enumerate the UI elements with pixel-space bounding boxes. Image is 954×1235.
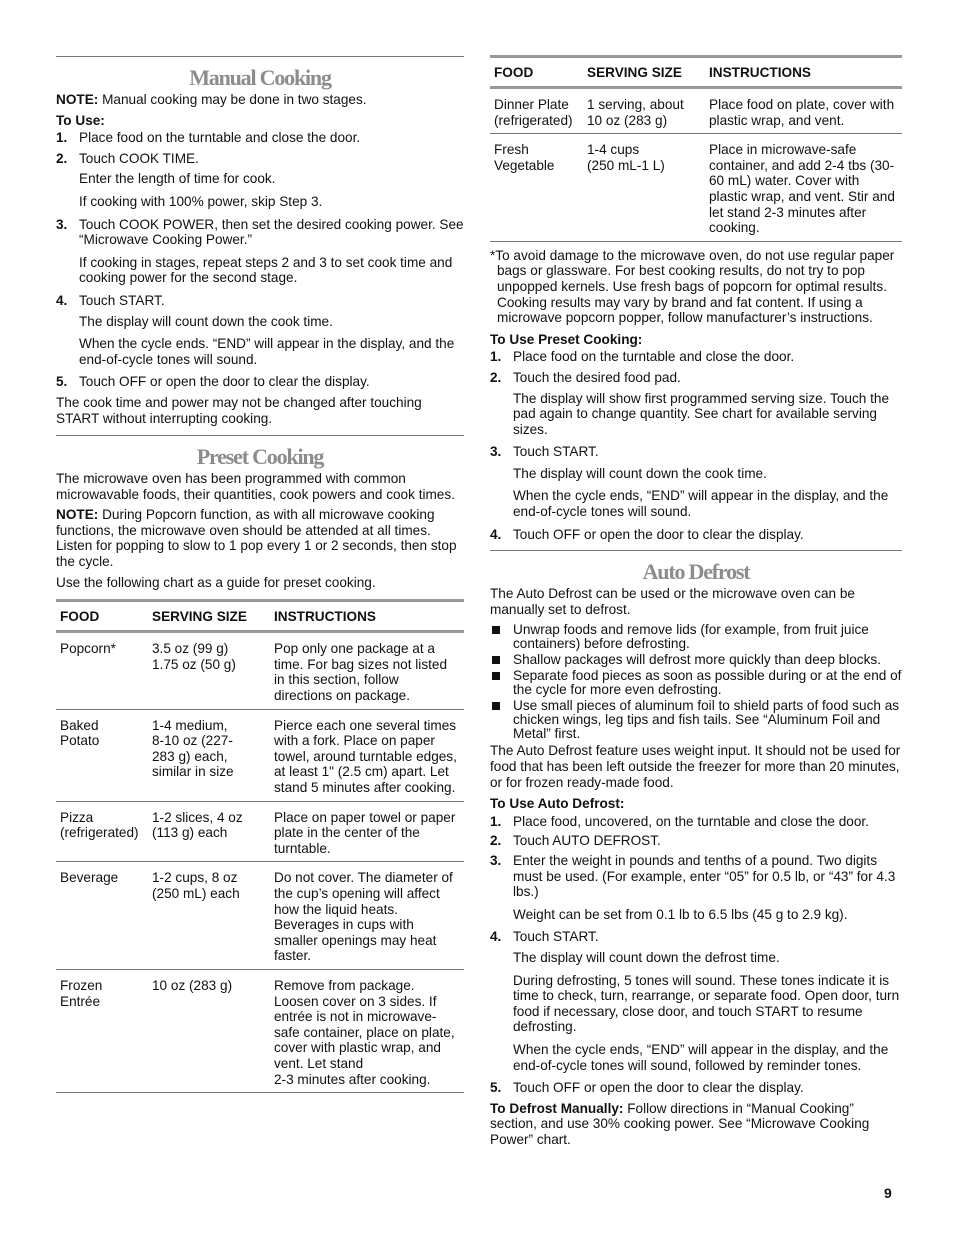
- preset-step-4: 4. Touch OFF or open the door to clear the display.: [490, 526, 804, 542]
- food-cell: Beverage: [56, 862, 148, 970]
- table-body: [490, 88, 902, 242]
- preset-step-2: 2. Touch the desired food pad.: [490, 369, 681, 385]
- column-header: FOOD: [56, 601, 148, 632]
- manual-step-4-detail: When the cycle ends. “END” will appear in the display, and the end-of-cycle tones will sound.: [79, 336, 455, 367]
- food-cell: Dinner Plate (refrigerated): [490, 88, 583, 134]
- instructions-cell: Remove from package. Loosen cover on 3 sides. If entrée is not in microwave-safe container, place on plate, cover with plastic wrap, and vent. Let stand 2-3 minutes after cooking.: [270, 969, 464, 1092]
- defrost-bullet: Shallow packages will defrost more quickly than deep blocks.: [490, 653, 902, 667]
- square-bullet-icon: [492, 656, 500, 664]
- food-cell: Frozen Entrée: [56, 969, 148, 1092]
- defrost-bullet: Separate food pieces as soon as possible during or at the end of the cycle for more even defrosting.: [490, 669, 902, 697]
- defrost-step-3: 3. Enter the weight in pounds and tenths of a pound. Two digits must be used. (For example, enter “05” for 0.5 lb, or “43” for 4.3 lbs.): [490, 853, 896, 900]
- preset-step-3: 3. Touch START.: [490, 444, 599, 460]
- manual-step-2: 2. Touch COOK TIME.: [56, 150, 199, 166]
- defrost-step-5: 5. Touch OFF or open the door to clear the display.: [490, 1080, 804, 1096]
- defrost-step-1: 1. Place food, uncovered, on the turntable and close the door.: [490, 813, 869, 829]
- manual-step-2-detail: Enter the length of time for cook.: [79, 171, 276, 187]
- table-row: [56, 969, 464, 1092]
- square-bullet-icon: [492, 672, 500, 680]
- preset-cooking-heading: Preset Cooking: [196, 444, 324, 470]
- serving-size-cell: 1-4 cups (250 mL-1 L): [583, 134, 705, 242]
- defrost-bullet: Unwrap foods and remove lids (for example, from fruit juice containers) before defrosting.: [490, 623, 902, 651]
- manual-step-4: 4. Touch START.: [56, 292, 165, 308]
- to-use-preset-heading: To Use Preset Cooking:: [490, 331, 643, 347]
- serving-size-cell: 1-2 cups, 8 oz (250 mL) each: [148, 862, 270, 970]
- column-header: SERVING SIZE: [583, 57, 705, 88]
- preset-table: [56, 599, 464, 1093]
- instructions-cell: Do not cover. The diameter of the cup’s opening will affect how the liquid heats. Beverages in cups with smaller openings may heat faster.: [270, 862, 464, 970]
- serving-size-cell: 1 serving, about 10 oz (283 g): [583, 88, 705, 134]
- preset-table-continued: [490, 55, 902, 242]
- manual-step-3: 3. Touch COOK POWER, then set the desired cooking power. See “Microwave Cooking Power.”: [56, 216, 464, 248]
- serving-size-cell: 3.5 oz (99 g) 1.75 oz (50 g): [148, 632, 270, 709]
- section-divider: [490, 550, 902, 551]
- defrost-bullet: Use small pieces of aluminum foil to shield parts of food such as chicken wings, leg tips and fish tails. See “Aluminum Foil and Metal” first.: [490, 699, 902, 741]
- preset-step-1: 1. Place food on the turntable and close the door.: [490, 349, 795, 365]
- serving-size-cell: 10 oz (283 g): [148, 969, 270, 1092]
- table-row: [56, 632, 464, 709]
- section-divider: [56, 435, 464, 436]
- preset-guide: Use the following chart as a guide for preset cooking.: [56, 574, 376, 590]
- table-row: [56, 801, 464, 862]
- table-body: [56, 632, 464, 1093]
- defrost-weight-note: The Auto Defrost feature uses weight input. It should not be used for food that has been left outside the freezer for more than 20 minutes, or for frozen ready-made food.: [490, 743, 901, 790]
- defrost-step-2: 2. Touch AUTO DEFROST.: [490, 833, 661, 849]
- preset-step-3-detail: The display will count down the cook time.: [513, 465, 767, 481]
- instructions-cell: Place food on plate, cover with plastic wrap, and vent.: [705, 88, 902, 134]
- preset-step-2-detail: The display will show first programmed serving size. Touch the pad again to change quantity. See chart for available serving sizes.: [513, 390, 889, 437]
- food-cell: Pizza (refrigerated): [56, 801, 148, 862]
- table-row: [490, 134, 902, 242]
- defrost-step-3-detail: Weight can be set from 0.1 lb to 6.5 lbs (45 g to 2.9 kg).: [513, 906, 848, 922]
- page-number: 9: [884, 1185, 892, 1201]
- table-row: [56, 862, 464, 970]
- to-use-heading: To Use:: [56, 112, 105, 128]
- instructions-cell: Place on paper towel or paper plate in the center of the turntable.: [270, 801, 464, 862]
- square-bullet-icon: [492, 626, 500, 634]
- serving-size-cell: 1-4 medium, 8-10 oz (227- 283 g) each, similar in size: [148, 709, 270, 801]
- defrost-step-4: 4. Touch START.: [490, 929, 599, 945]
- instructions-cell: Pop only one package at a time. For bag sizes not listed in this section, follow directions on package.: [270, 632, 464, 709]
- manual-note: NOTE: Manual cooking may be done in two stages.: [56, 92, 367, 107]
- to-use-auto-defrost-heading: To Use Auto Defrost:: [490, 796, 625, 812]
- instructions-cell: Place in microwave-safe container, and add 2-4 tbs (30-60 mL) water. Cover with plastic wrap, and vent. Stir and let stand 2-3 minutes after cooking.: [705, 134, 902, 242]
- preset-intro: The microwave oven has been programmed with common microwavable foods, their quantities, cook powers and cook times.: [56, 471, 455, 502]
- manual-closing-note: The cook time and power may not be changed after touching START without interrupting cooking.: [56, 394, 422, 426]
- right-column: [490, 0, 902, 1148]
- preset-note: NOTE: During Popcorn function, as with all microwave cooking functions, the microwave oven should be attended at all times. Listen for popping to slow to 1 pop every 1 or 2 seconds, then stop the cycle.: [56, 507, 457, 570]
- table-row: [56, 709, 464, 801]
- manual-step-2-detail: If cooking with 100% power, skip Step 3.: [79, 193, 323, 209]
- column-header: SERVING SIZE: [148, 601, 270, 632]
- section-divider: [56, 56, 464, 57]
- column-header: INSTRUCTIONS: [705, 57, 902, 88]
- defrost-step-4-detail: The display will count down the defrost time.: [513, 949, 780, 965]
- manual-step-1: 1. Place food on the turntable and close the door.: [56, 130, 361, 146]
- food-cell: Baked Potato: [56, 709, 148, 801]
- manual-step-5: 5. Touch OFF or open the door to clear the display.: [56, 374, 370, 390]
- left-column: [56, 0, 464, 1093]
- defrost-manually-note: To Defrost Manually: Follow directions in “Manual Cooking” section, and use 30% cooking power. See “Microwave Cooking Power” chart.: [490, 1100, 870, 1147]
- defrost-step-4-detail: During defrosting, 5 tones will sound. These tones indicate it is time to check, turn, rearrange, or separate food. Open door, turn food if necessary, close door, and touch START to resume defrosting.: [513, 972, 900, 1035]
- defrost-step-4-detail: When the cycle ends, “END” will appear in the display, and the end-of-cycle tones will sound, followed by reminder tones.: [513, 1041, 889, 1073]
- auto-defrost-heading: Auto Defrost: [642, 559, 750, 585]
- square-bullet-icon: [492, 702, 500, 710]
- food-cell: Fresh Vegetable: [490, 134, 583, 242]
- column-header: FOOD: [490, 57, 583, 88]
- table-row: [490, 88, 902, 134]
- manual-step-4-detail: The display will count down the cook time.: [79, 313, 333, 329]
- manual-step-3-detail: If cooking in stages, repeat steps 2 and 3 to set cook time and cooking power for the second stage.: [79, 254, 453, 286]
- instructions-cell: Pierce each one several times with a fork. Place on paper towel, around turntable edges, at least 1" (2.5 cm) apart. Let stand 5 minutes after cooking.: [270, 709, 464, 801]
- preset-step-3-detail: When the cycle ends, “END” will appear in the display, and the end-of-cycle tones will sound.: [513, 488, 889, 520]
- table-header-row: [56, 601, 464, 632]
- food-cell: Popcorn*: [56, 632, 148, 709]
- defrost-intro: The Auto Defrost can be used or the microwave oven can be manually set to defrost.: [490, 586, 855, 617]
- popcorn-footnote: *To avoid damage to the microwave oven, do not use regular paper bags or glassware. For best cooking results, do not try to pop unpopped kernels. Use fresh bags of popcorn for optimal results. Cooking results may vary by brand and fat content. If using a microwave popcorn popper, follow manufacturer’s instructions.: [490, 247, 895, 326]
- manual-cooking-heading: Manual Cooking: [189, 65, 331, 90]
- serving-size-cell: 1-2 slices, 4 oz (113 g) each: [148, 801, 270, 862]
- table-header-row: [490, 57, 902, 88]
- column-header: INSTRUCTIONS: [270, 601, 464, 632]
